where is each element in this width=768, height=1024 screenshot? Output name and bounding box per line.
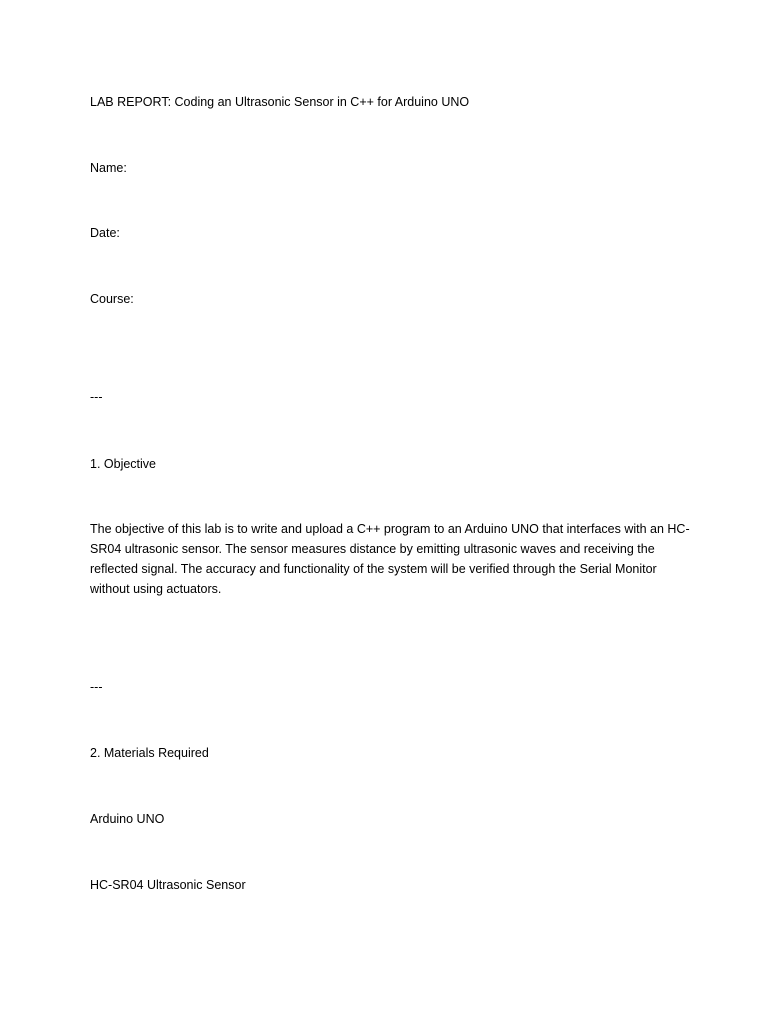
section-separator: --- [90,390,103,404]
materials-heading: 2. Materials Required [90,746,209,760]
materials-list-item: Arduino UNO [90,812,165,826]
section-separator: --- [90,680,103,694]
course-field-label: Course: [90,292,134,306]
date-field-label: Date: [90,226,120,240]
report-title: LAB REPORT: Coding an Ultrasonic Sensor in C++ for Arduino UNO [90,95,470,109]
objective-body: The objective of this lab is to write and upload a C++ program to an Arduino UNO that interfaces with an HC-SR04 ultrasonic sensor. The sensor measures distance by emitting ultrasonic waves and receiving the reflected signal. The accuracy and functionality of the system will be verified through the Serial Monitor without using actuators. [90,522,690,596]
objective-heading: 1. Objective [90,457,157,471]
materials-list-item: HC-SR04 Ultrasonic Sensor [90,878,246,892]
name-field-label: Name: [90,161,127,175]
